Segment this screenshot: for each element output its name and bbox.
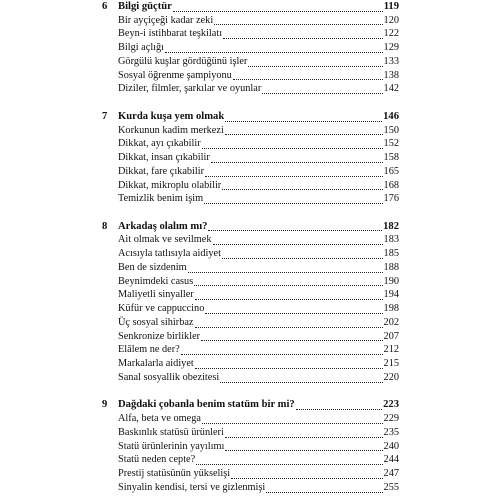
entry-page-number: 150 xyxy=(383,124,399,136)
dot-leader xyxy=(248,66,382,67)
entry-title: Bilgi açlığı xyxy=(118,42,165,54)
dot-leader xyxy=(165,52,383,53)
chapter-page-number: 182 xyxy=(383,220,399,232)
entry-title: Sinyalin kendisi, tersi ve gizlenmişi xyxy=(118,481,266,493)
dot-leader xyxy=(194,285,382,286)
entry-page-number: 202 xyxy=(383,316,399,328)
dot-leader xyxy=(202,148,383,149)
chapter-heading[interactable] xyxy=(102,398,399,412)
toc-entry[interactable] xyxy=(102,165,399,179)
toc-entry[interactable] xyxy=(102,426,399,440)
toc-entry[interactable] xyxy=(102,247,399,261)
toc-entry[interactable] xyxy=(102,69,399,83)
toc-entry[interactable] xyxy=(102,481,399,495)
chapter-title: Kurda kuşa yem olmak xyxy=(118,110,225,122)
toc-entry[interactable] xyxy=(102,41,399,55)
dot-leader xyxy=(201,340,382,341)
dot-leader xyxy=(223,38,382,39)
entry-title: Diziler, filmler, şarkılar ve oyunlar xyxy=(118,83,262,95)
chapter-number: 9 xyxy=(102,399,108,411)
dot-leader xyxy=(213,244,383,245)
dot-leader xyxy=(222,189,382,190)
entry-page-number: 138 xyxy=(383,69,399,81)
entry-title: Elâlem ne der? xyxy=(118,344,180,356)
entry-title: Acısıyla tatlısıyla aidiyet xyxy=(118,248,221,260)
toc-entry[interactable] xyxy=(102,55,399,69)
toc-entry[interactable] xyxy=(102,124,399,138)
dot-leader xyxy=(202,423,383,424)
dot-leader xyxy=(233,79,383,80)
entry-title: Statü ürünlerinin yayılımı xyxy=(118,440,225,452)
chapter-page-number: 119 xyxy=(383,1,399,12)
entry-title: Maliyetli sinyaller xyxy=(118,289,194,301)
dot-leader xyxy=(204,203,382,204)
dot-leader xyxy=(220,382,382,383)
chapter-heading[interactable] xyxy=(102,110,399,124)
entry-page-number: 122 xyxy=(383,28,399,40)
entry-title: Dikkat, mikroplu olabilir xyxy=(118,179,222,191)
entry-title: Bir ayçiçeği kadar zeki xyxy=(118,14,214,26)
entry-page-number: 235 xyxy=(383,426,399,438)
chapter-title: Arkadaş olalım mı? xyxy=(118,220,208,232)
toc-entry[interactable] xyxy=(102,316,399,330)
entry-title: Prestij statüsünün yükselişi xyxy=(118,468,231,480)
toc-entry[interactable] xyxy=(102,179,399,193)
chapter-section xyxy=(102,0,399,96)
entry-title: Dikkat, fare çıkabilir xyxy=(118,165,205,177)
entry-title: Beyn-i istihbarat teşkilatı xyxy=(118,28,223,40)
entry-title: Korkunun kadim merkezi xyxy=(118,124,224,136)
dot-leader xyxy=(225,450,382,451)
entry-page-number: 244 xyxy=(383,454,399,466)
dot-leader xyxy=(211,162,383,163)
toc-entry[interactable] xyxy=(102,27,399,41)
dot-leader xyxy=(225,121,382,122)
chapter-page-number: 146 xyxy=(383,110,399,122)
entry-page-number: 176 xyxy=(383,193,399,205)
dot-leader xyxy=(195,327,383,328)
toc-entry[interactable] xyxy=(102,261,399,275)
entry-page-number: 142 xyxy=(383,83,399,95)
entry-page-number: 194 xyxy=(383,289,399,301)
dot-leader xyxy=(195,368,383,369)
chapter-page-number: 223 xyxy=(383,399,399,411)
entry-page-number: 165 xyxy=(383,165,399,177)
dot-leader xyxy=(196,464,382,465)
entry-title: Küfür ve cappuccino xyxy=(118,303,205,315)
toc-entry[interactable] xyxy=(102,82,399,96)
chapter-title: Bilgi güçtür xyxy=(118,1,172,12)
toc-entry[interactable] xyxy=(102,14,399,28)
dot-leader xyxy=(262,93,382,94)
entry-page-number: 220 xyxy=(383,371,399,383)
entry-page-number: 212 xyxy=(383,344,399,356)
toc-entry[interactable] xyxy=(102,453,399,467)
entry-title: Üç sosyal sihirbaz xyxy=(118,316,194,328)
entry-page-number: 190 xyxy=(383,275,399,287)
entry-title: Sosyal öğrenme şampiyonu xyxy=(118,69,232,81)
dot-leader xyxy=(195,299,383,300)
chapter-section xyxy=(102,110,399,206)
chapter-title: Dağdaki çobanla benim statüm bir mi? xyxy=(118,399,295,411)
dot-leader xyxy=(296,409,382,410)
chapter-section xyxy=(102,398,399,494)
toc-entry[interactable] xyxy=(102,151,399,165)
dot-leader xyxy=(222,258,383,259)
entry-page-number: 120 xyxy=(383,14,399,26)
entry-title: Dikkat, insan çıkabilir xyxy=(118,152,210,164)
toc-entry[interactable] xyxy=(102,302,399,316)
table-of-contents xyxy=(102,0,399,495)
dot-leader xyxy=(205,176,382,177)
dot-leader xyxy=(214,24,382,25)
entry-page-number: 152 xyxy=(383,138,399,150)
entry-title: Temizlik benim işim xyxy=(118,193,204,205)
entry-title: Dikkat, ayı çıkabilir xyxy=(118,138,201,150)
toc-entry[interactable] xyxy=(102,371,399,385)
entry-title: Sanal sosyallik obezitesi xyxy=(118,371,220,383)
dot-leader xyxy=(173,11,383,12)
chapter-heading[interactable] xyxy=(102,0,399,14)
chapter-number: 7 xyxy=(102,110,108,122)
toc-entry[interactable] xyxy=(102,275,399,289)
entry-page-number: 229 xyxy=(383,413,399,425)
entry-page-number: 129 xyxy=(383,42,399,54)
dot-leader xyxy=(181,354,383,355)
toc-entry[interactable] xyxy=(102,357,399,371)
entry-title: Alfa, beta ve omega xyxy=(118,413,201,425)
entry-page-number: 158 xyxy=(383,152,399,164)
entry-page-number: 255 xyxy=(383,481,399,493)
toc-entry[interactable] xyxy=(102,343,399,357)
entry-title: Baskınlık statüsü ürünleri xyxy=(118,426,224,438)
dot-leader xyxy=(208,230,382,231)
entry-title: Ait olmak ve sevilmek xyxy=(118,234,212,246)
entry-page-number: 185 xyxy=(383,248,399,260)
entry-page-number: 183 xyxy=(383,234,399,246)
dot-leader xyxy=(188,272,383,273)
entry-page-number: 240 xyxy=(383,440,399,452)
entry-page-number: 207 xyxy=(383,330,399,342)
chapter-section xyxy=(102,220,399,385)
chapter-number: 6 xyxy=(102,1,108,12)
entry-title: Ben de sizdenim xyxy=(118,261,187,273)
dot-leader xyxy=(205,313,382,314)
dot-leader xyxy=(225,437,383,438)
chapter-spacer xyxy=(102,206,399,220)
entry-title: Senkronize birlikler xyxy=(118,330,201,342)
entry-page-number: 188 xyxy=(383,261,399,273)
dot-leader xyxy=(225,134,383,135)
entry-title: Statü neden cepte? xyxy=(118,454,196,466)
dot-leader xyxy=(266,492,382,493)
entry-page-number: 247 xyxy=(383,468,399,480)
toc-entry[interactable] xyxy=(102,440,399,454)
entry-page-number: 168 xyxy=(383,179,399,191)
entry-page-number: 198 xyxy=(383,303,399,315)
dot-leader xyxy=(231,478,382,479)
chapter-spacer xyxy=(102,96,399,110)
toc-entry[interactable] xyxy=(102,467,399,481)
entry-title: Markalarla aidiyet xyxy=(118,358,194,370)
toc-entry[interactable] xyxy=(102,137,399,151)
entry-page-number: 133 xyxy=(383,55,399,67)
chapter-spacer xyxy=(102,385,399,399)
toc-entry[interactable] xyxy=(102,412,399,426)
toc-entry[interactable] xyxy=(102,288,399,302)
entry-page-number: 215 xyxy=(383,358,399,370)
toc-entry[interactable] xyxy=(102,233,399,247)
toc-entry[interactable] xyxy=(102,330,399,344)
entry-title: Beynimdeki casus xyxy=(118,275,194,287)
entry-title: Görgülü kuşlar gördüğünü işler xyxy=(118,55,248,67)
toc-entry[interactable] xyxy=(102,192,399,206)
chapter-number: 8 xyxy=(102,220,108,232)
chapter-heading[interactable] xyxy=(102,220,399,234)
